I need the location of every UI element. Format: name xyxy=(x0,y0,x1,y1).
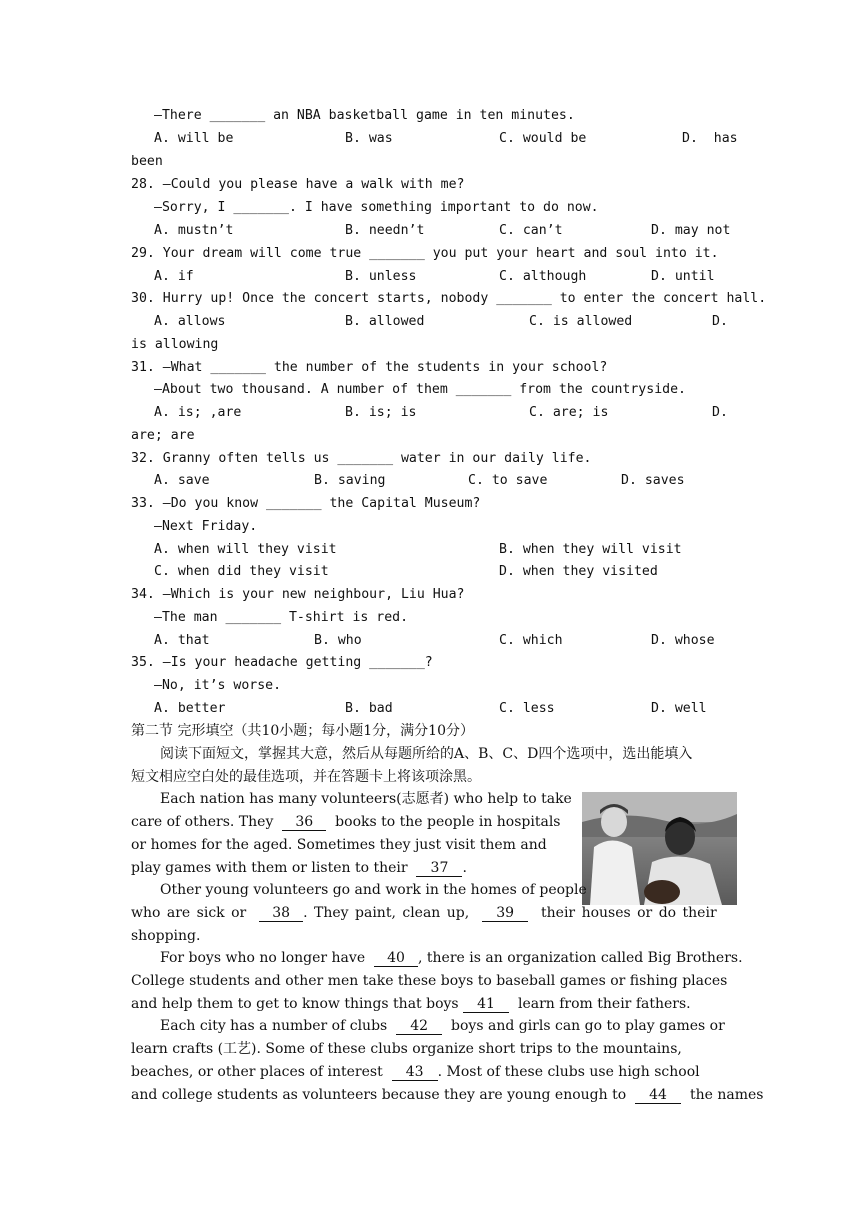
q35-line2: —No, it’s worse. xyxy=(154,678,282,693)
blank-39: 39 xyxy=(482,905,528,922)
q29-option-d: D. until xyxy=(651,269,715,284)
q27-option-a: A. will be xyxy=(154,131,234,146)
q31-option-a: A. is; ,are xyxy=(154,405,242,420)
q34-option-d: D. whose xyxy=(651,633,715,648)
q30-option-d: D. xyxy=(712,314,728,329)
q30-option-d-wrap: is allowing xyxy=(131,337,219,352)
section-instruction-2: 短文相应空白处的最佳选项，并在答题卡上将该项涂黑。 xyxy=(131,769,481,785)
passage-p4-line3: beaches, or other places of interest 43 . Most of these clubs use high school xyxy=(131,1064,700,1080)
passage-p1-line2: care of others. They 36 books to the people in hospitals xyxy=(131,814,561,830)
q29-option-c: C. although xyxy=(499,269,587,284)
q31-stem: 31. —What _______ the number of the students in your school? xyxy=(131,360,608,375)
q34-option-c: C. which xyxy=(499,633,563,648)
q33-option-d: D. when they visited xyxy=(499,564,658,579)
q28-option-c: C. can’t xyxy=(499,223,563,238)
passage-p4-line1: Each city has a number of clubs 42 boys and girls can go to play games or xyxy=(160,1018,725,1034)
q27-option-d-wrap: been xyxy=(131,154,163,169)
blank-36: 36 xyxy=(282,814,326,831)
blank-40: 40 xyxy=(374,950,418,967)
passage-p3-line1: For boys who no longer have 40 , there is an organization called Big Brothers. xyxy=(160,950,743,966)
q29-stem: 29. Your dream will come true _______ you put your heart and soul into it. xyxy=(131,246,719,261)
q34-stem: 34. —Which is your new neighbour, Liu Hua? xyxy=(131,587,465,602)
section-instruction-1: 阅读下面短文，掌握其大意，然后从每题所给的A、B、C、D四个选项中，选出能填入 xyxy=(160,746,693,762)
passage-p1-line3: or homes for the aged. Sometimes they just visit them and xyxy=(131,837,547,853)
passage-p1-line1: Each nation has many volunteers(志愿者) who help to take xyxy=(160,791,572,807)
q30-option-c: C. is allowed xyxy=(529,314,633,329)
q27-option-c: C. would be xyxy=(499,131,587,146)
q31-line2: —About two thousand. A number of them _______ from the countryside. xyxy=(154,382,686,397)
q34-option-a: A. that xyxy=(154,633,210,648)
q28-option-a: A. mustn’t xyxy=(154,223,234,238)
q34-line2: —The man _______ T-shirt is red. xyxy=(154,610,409,625)
q35-option-b: B. bad xyxy=(345,701,393,716)
q32-option-d: D. saves xyxy=(621,473,685,488)
q27-option-b: B. was xyxy=(345,131,393,146)
blank-38: 38 xyxy=(259,905,303,922)
q35-option-d: D. well xyxy=(651,701,707,716)
q30-option-b: B. allowed xyxy=(345,314,425,329)
q30-stem: 30. Hurry up! Once the concert starts, nobody _______ to enter the concert hall. xyxy=(131,291,767,306)
q32-stem: 32. Granny often tells us _______ water in our daily life. xyxy=(131,451,592,466)
passage-p2-line2: who are sick or 38 . They paint, clean up, 39 their houses or do their xyxy=(131,905,717,921)
blank-43: 43 xyxy=(392,1064,438,1081)
passage-p4-line2: learn crafts (工艺). Some of these clubs organize short trips to the mountains, xyxy=(131,1041,682,1057)
q31-option-d: D. xyxy=(712,405,728,420)
q27-option-d: D. has xyxy=(682,131,738,146)
q34-option-b: B. who xyxy=(314,633,362,648)
q27-stem: —There _______ an NBA basketball game in ten minutes. xyxy=(154,108,575,123)
blank-37: 37 xyxy=(416,860,462,877)
q32-option-b: B. saving xyxy=(314,473,386,488)
q33-line2: —Next Friday. xyxy=(154,519,258,534)
q35-option-a: A. better xyxy=(154,701,226,716)
volunteer-photo xyxy=(582,792,737,905)
q33-option-c: C. when did they visit xyxy=(154,564,329,579)
q33-stem: 33. —Do you know _______ the Capital Museum? xyxy=(131,496,481,511)
q35-stem: 35. —Is your headache getting _______? xyxy=(131,655,433,670)
passage-p4-line4: and college students as volunteers because they are young enough to 44 the names xyxy=(131,1087,764,1103)
passage-p3-line2: College students and other men take these boys to baseball games or fishing places xyxy=(131,973,728,989)
passage-p1-line4: play games with them or listen to their 37 . xyxy=(131,860,467,876)
passage-p3-line3: and help them to get to know things that boys 41 learn from their fathers. xyxy=(131,996,691,1012)
q28-line2: —Sorry, I _______. I have something important to do now. xyxy=(154,200,599,215)
q28-option-d: D. may not xyxy=(651,223,731,238)
q32-option-c: C. to save xyxy=(468,473,548,488)
blank-42: 42 xyxy=(396,1018,442,1035)
q31-option-c: C. are; is xyxy=(529,405,609,420)
blank-41: 41 xyxy=(463,996,509,1013)
q28-stem: 28. —Could you please have a walk with me? xyxy=(131,177,465,192)
q31-option-d-wrap: are; are xyxy=(131,428,195,443)
q33-option-b: B. when they will visit xyxy=(499,542,682,557)
blank-44: 44 xyxy=(635,1087,681,1104)
q29-option-b: B. unless xyxy=(345,269,417,284)
q29-option-a: A. if xyxy=(154,269,194,284)
q35-option-c: C. less xyxy=(499,701,555,716)
q31-option-b: B. is; is xyxy=(345,405,417,420)
section-title: 第二节 完形填空（共10小题；每小题1分，满分10分） xyxy=(131,723,474,739)
q33-option-a: A. when will they visit xyxy=(154,542,337,557)
q32-option-a: A. save xyxy=(154,473,210,488)
passage-p2-line1: Other young volunteers go and work in the homes of people xyxy=(160,882,587,898)
q28-option-b: B. needn’t xyxy=(345,223,425,238)
passage-p2-line3: shopping. xyxy=(131,928,201,944)
q30-option-a: A. allows xyxy=(154,314,226,329)
